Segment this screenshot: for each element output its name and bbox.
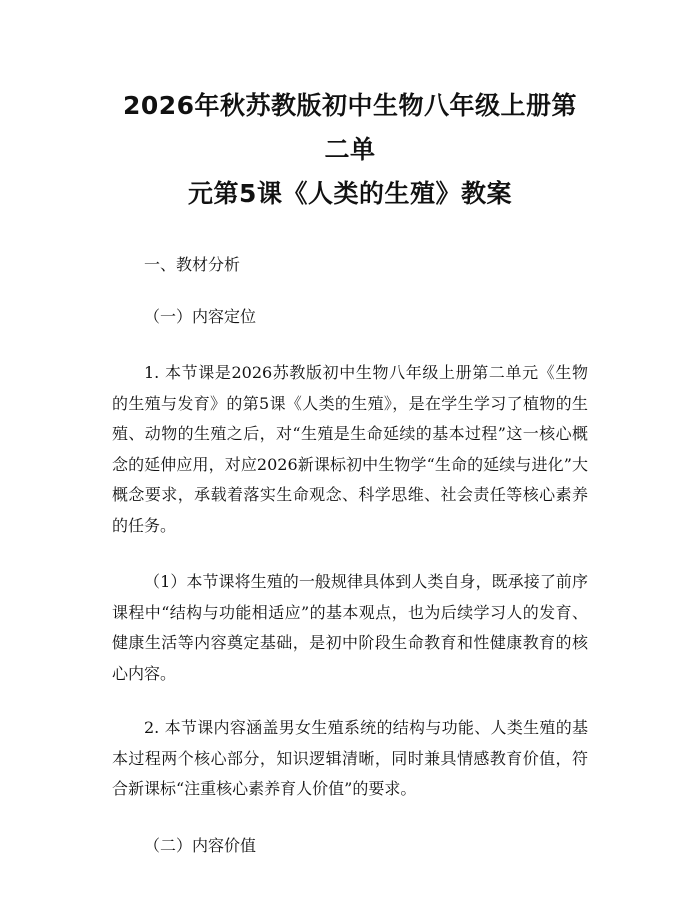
paragraph-3: 2. 本节课内容涵盖男女生殖系统的结构与功能、人类生殖的基本过程两个核心部分，知识逻辑清晰，同时兼具情感教育价值，符合新课标“注重核心素养育人价值”的要求。 [112, 718, 588, 798]
document-title-line1: 2026年秋苏教版初中生物八年级上册第二单 [122, 91, 578, 164]
section-heading-textbook-analysis: 一、教材分析 [144, 255, 241, 274]
paragraph-1: 1. 本节课是2026苏教版初中生物八年级上册第二单元《生物的生殖与发育》的第5课《人类的生殖》，是在学生学习了植物的生殖、动物的生殖之后，对“生殖是生命延续的基本过程”这一核心概念的延伸应用，对应2026新课标初中生物学“生命的延续与进化”大概念要求，承载着落实生命观念、科学思维、社会责任等核心素养的任务。 [112, 363, 588, 535]
document-title-line2: 元第5课《人类的生殖》教案 [188, 179, 512, 208]
paragraph-2: （1）本节课将生殖的一般规律具体到人类自身，既承接了前序课程中“结构与功能相适应”的基本观点，也为后续学习人的发育、健康生活等内容奠定基础，是初中阶段生命教育和性健康教育的核心内容。 [112, 572, 588, 683]
document-title [112, 0, 588, 216]
subsection-heading-content-positioning: （一）内容定位 [144, 307, 257, 326]
subsection-heading-content-value: （二）内容价值 [144, 835, 257, 855]
